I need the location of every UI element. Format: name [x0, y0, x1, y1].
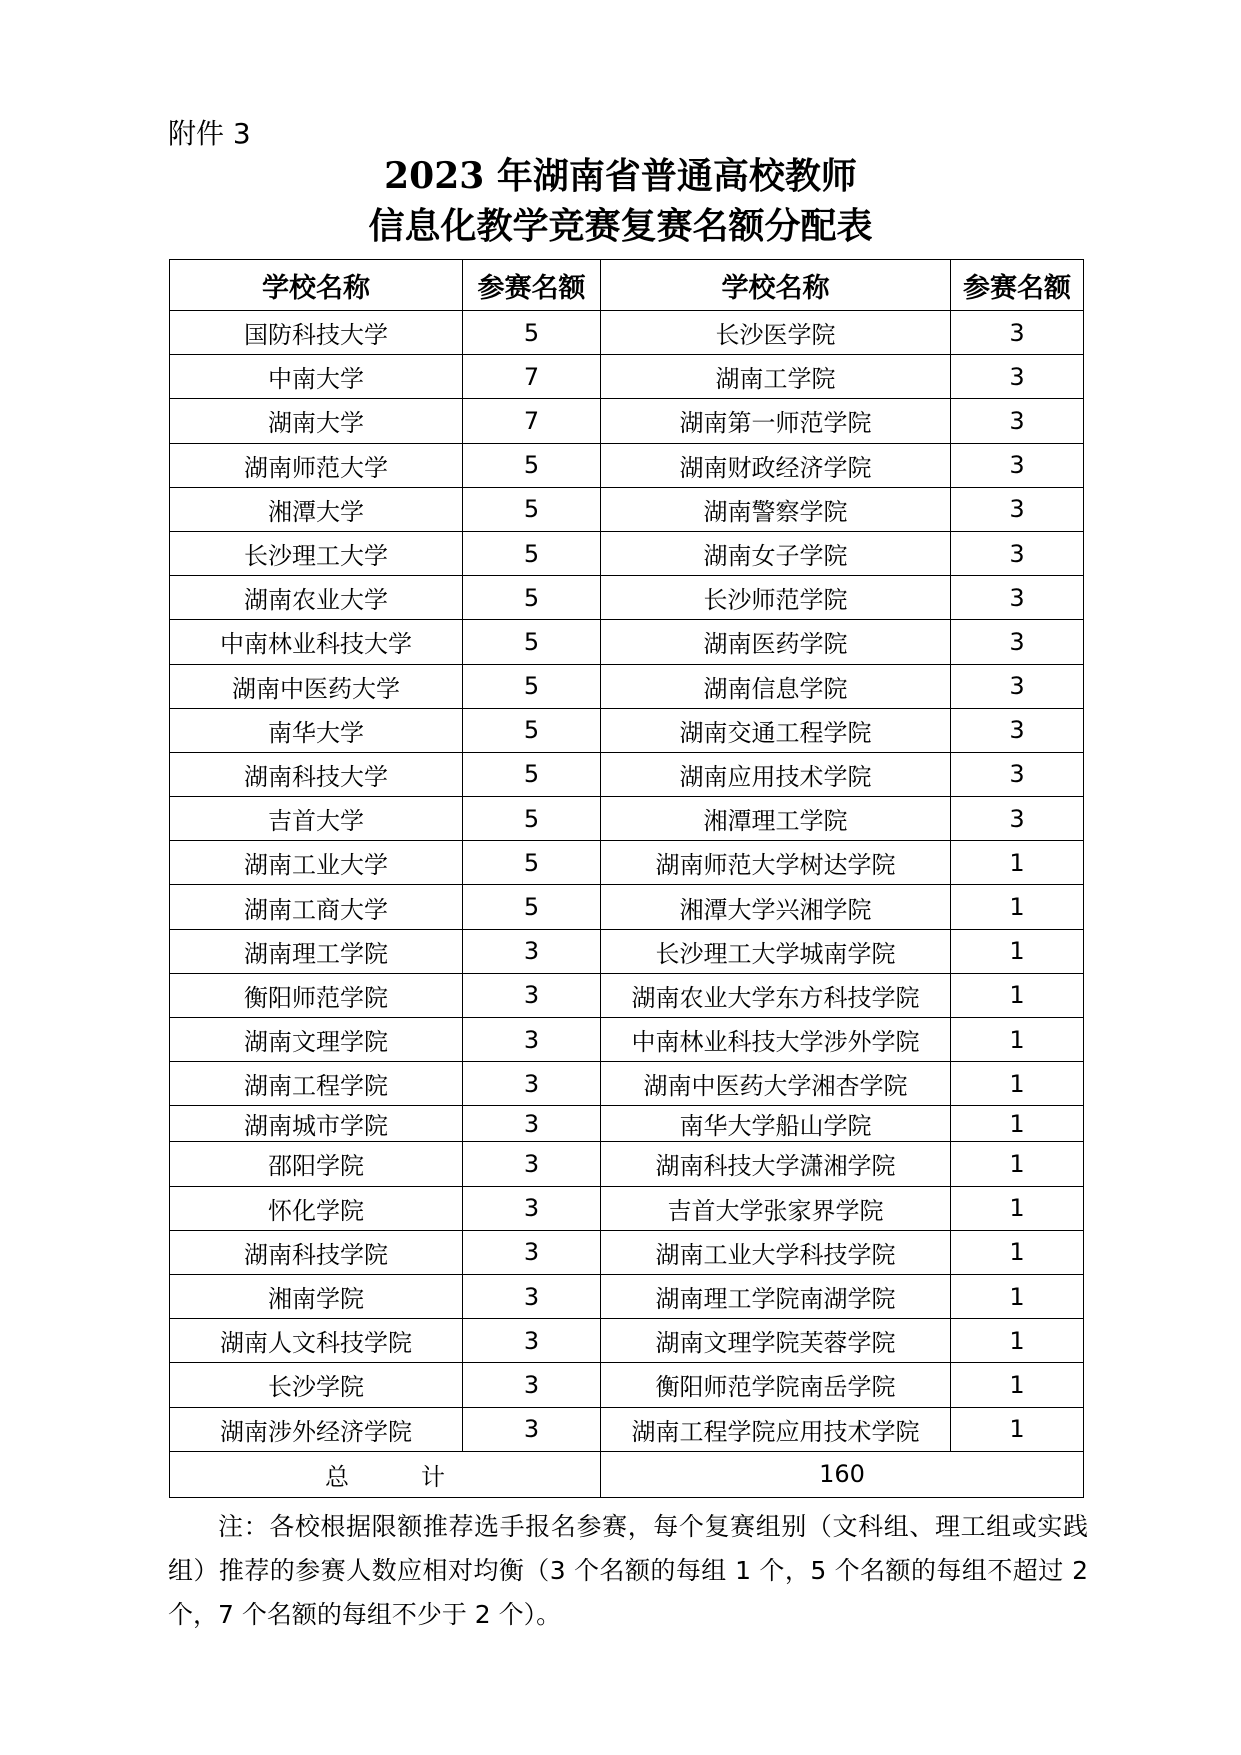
document-title-line2: 信息化教学竞赛复赛名额分配表	[368, 205, 873, 247]
quota-left: 5	[463, 797, 601, 841]
school-name-right: 湖南女子学院	[601, 531, 951, 575]
school-name-left: 湖南工程学院	[170, 1062, 463, 1106]
quota-right: 1	[951, 1062, 1084, 1106]
table-row	[170, 531, 1084, 575]
quota-right: 1	[951, 841, 1084, 885]
quota-right: 3	[951, 620, 1084, 664]
school-name-right: 长沙师范学院	[601, 576, 951, 620]
table-row	[170, 1018, 1084, 1062]
quota-left: 5	[463, 664, 601, 708]
quota-right: 3	[951, 708, 1084, 752]
table-row	[170, 1274, 1084, 1318]
table-row	[170, 973, 1084, 1017]
table-header-row	[170, 260, 1084, 311]
school-name-right: 湖南财政经济学院	[601, 443, 951, 487]
quota-right: 1	[951, 1274, 1084, 1318]
quota-right: 1	[951, 1407, 1084, 1451]
table-row	[170, 620, 1084, 664]
school-name-right: 湖南理工学院南湖学院	[601, 1274, 951, 1318]
quota-left: 5	[463, 443, 601, 487]
quota-right: 1	[951, 1142, 1084, 1186]
school-name-left: 湖南人文科技学院	[170, 1319, 463, 1363]
quota-left: 3	[463, 1274, 601, 1318]
school-name-left: 湖南大学	[170, 399, 463, 443]
school-name-right: 湖南科技大学潇湘学院	[601, 1142, 951, 1186]
table-row	[170, 885, 1084, 929]
table-row	[170, 752, 1084, 796]
quota-left: 3	[463, 1106, 601, 1142]
school-name-left: 湘南学院	[170, 1274, 463, 1318]
school-name-left: 南华大学	[170, 708, 463, 752]
school-name-right: 湖南警察学院	[601, 487, 951, 531]
quota-right: 3	[951, 664, 1084, 708]
quota-left: 5	[463, 576, 601, 620]
quota-left: 5	[463, 620, 601, 664]
school-name-left: 湖南涉外经济学院	[170, 1407, 463, 1451]
school-name-right: 南华大学船山学院	[601, 1106, 951, 1142]
quota-right: 1	[951, 1363, 1084, 1407]
table-row	[170, 487, 1084, 531]
table-row	[170, 1363, 1084, 1407]
school-name-right: 湖南第一师范学院	[601, 399, 951, 443]
table-row	[170, 443, 1084, 487]
school-name-right: 湖南交通工程学院	[601, 708, 951, 752]
school-name-left: 长沙学院	[170, 1363, 463, 1407]
quota-left: 3	[463, 1230, 601, 1274]
quota-right: 1	[951, 1106, 1084, 1142]
table-row	[170, 1407, 1084, 1451]
school-name-right: 湖南工程学院应用技术学院	[601, 1407, 951, 1451]
document-title-line1: 2023 年湖南省普通高校教师	[384, 155, 857, 197]
school-name-left: 中南林业科技大学	[170, 620, 463, 664]
school-name-right: 湖南农业大学东方科技学院	[601, 973, 951, 1017]
table-row	[170, 664, 1084, 708]
attachment-label: 附件 3	[168, 117, 251, 150]
school-name-left: 吉首大学	[170, 797, 463, 841]
school-name-left: 湖南城市学院	[170, 1106, 463, 1142]
school-name-left: 湖南科技学院	[170, 1230, 463, 1274]
quota-left: 5	[463, 841, 601, 885]
quota-left: 3	[463, 1142, 601, 1186]
school-name-left: 湖南理工学院	[170, 929, 463, 973]
school-name-right: 长沙医学院	[601, 311, 951, 355]
school-name-right: 长沙理工大学城南学院	[601, 929, 951, 973]
quota-right: 3	[951, 531, 1084, 575]
quota-left: 7	[463, 399, 601, 443]
quota-right: 1	[951, 1018, 1084, 1062]
school-name-left: 湖南工业大学	[170, 841, 463, 885]
table-row	[170, 797, 1084, 841]
school-name-right: 中南林业科技大学涉外学院	[601, 1018, 951, 1062]
quota-table	[169, 259, 1084, 1498]
quota-left: 5	[463, 752, 601, 796]
quota-table-body	[170, 311, 1084, 1452]
table-row	[170, 1319, 1084, 1363]
school-name-right: 湖南师范大学树达学院	[601, 841, 951, 885]
quota-left: 5	[463, 531, 601, 575]
table-row	[170, 1106, 1084, 1142]
school-name-right: 吉首大学张家界学院	[601, 1186, 951, 1230]
quota-left: 5	[463, 487, 601, 531]
header-school-name-right: 学校名称	[601, 260, 951, 311]
quota-right: 1	[951, 1186, 1084, 1230]
school-name-right: 衡阳师范学院南岳学院	[601, 1363, 951, 1407]
quota-left: 3	[463, 1363, 601, 1407]
school-name-left: 湘潭大学	[170, 487, 463, 531]
quota-right: 3	[951, 576, 1084, 620]
table-row	[170, 841, 1084, 885]
quota-right: 1	[951, 1319, 1084, 1363]
school-name-right: 湖南工业大学科技学院	[601, 1230, 951, 1274]
school-name-left: 邵阳学院	[170, 1142, 463, 1186]
quota-left: 3	[463, 929, 601, 973]
quota-right: 3	[951, 752, 1084, 796]
header-quota-left: 参赛名额	[463, 260, 601, 311]
school-name-left: 湖南文理学院	[170, 1018, 463, 1062]
quota-right: 3	[951, 399, 1084, 443]
table-row	[170, 929, 1084, 973]
school-name-right: 湖南信息学院	[601, 664, 951, 708]
quota-left: 3	[463, 1186, 601, 1230]
school-name-left: 湖南工商大学	[170, 885, 463, 929]
school-name-right: 湖南医药学院	[601, 620, 951, 664]
school-name-left: 湖南中医药大学	[170, 664, 463, 708]
quota-right: 3	[951, 443, 1084, 487]
quota-left: 3	[463, 973, 601, 1017]
table-row	[170, 1186, 1084, 1230]
header-school-name-left: 学校名称	[170, 260, 463, 311]
total-row	[170, 1451, 1084, 1497]
table-row	[170, 399, 1084, 443]
school-name-left: 衡阳师范学院	[170, 973, 463, 1017]
school-name-left: 湖南师范大学	[170, 443, 463, 487]
total-label: 总 计	[170, 1451, 601, 1497]
quota-left: 3	[463, 1407, 601, 1451]
school-name-right: 湖南中医药大学湘杏学院	[601, 1062, 951, 1106]
quota-left: 5	[463, 708, 601, 752]
quota-left: 3	[463, 1319, 601, 1363]
school-name-left: 长沙理工大学	[170, 531, 463, 575]
school-name-right: 湖南文理学院芙蓉学院	[601, 1319, 951, 1363]
quota-right: 1	[951, 929, 1084, 973]
table-row	[170, 708, 1084, 752]
school-name-right: 湘潭理工学院	[601, 797, 951, 841]
table-row	[170, 1230, 1084, 1274]
table-row	[170, 1142, 1084, 1186]
school-name-left: 湖南科技大学	[170, 752, 463, 796]
quota-right: 3	[951, 487, 1084, 531]
school-name-left: 湖南农业大学	[170, 576, 463, 620]
school-name-right: 湖南工学院	[601, 355, 951, 399]
quota-right: 3	[951, 797, 1084, 841]
quota-left: 3	[463, 1018, 601, 1062]
quota-right: 1	[951, 885, 1084, 929]
total-value: 160	[601, 1451, 1084, 1497]
school-name-right: 湖南应用技术学院	[601, 752, 951, 796]
quota-right: 3	[951, 355, 1084, 399]
header-quota-right: 参赛名额	[951, 260, 1084, 311]
quota-right: 3	[951, 311, 1084, 355]
school-name-left: 怀化学院	[170, 1186, 463, 1230]
table-row	[170, 1062, 1084, 1106]
quota-right: 1	[951, 1230, 1084, 1274]
table-row	[170, 576, 1084, 620]
quota-left: 5	[463, 311, 601, 355]
school-name-left: 中南大学	[170, 355, 463, 399]
table-row	[170, 355, 1084, 399]
quota-left: 5	[463, 885, 601, 929]
school-name-left: 国防科技大学	[170, 311, 463, 355]
table-row	[170, 311, 1084, 355]
school-name-right: 湘潭大学兴湘学院	[601, 885, 951, 929]
footnote: 注：各校根据限额推荐选手报名参赛，每个复赛组别（文科组、理工组或实践组）推荐的参赛人数应相对均衡（3 个名额的每组 1 个，5 个名额的每组不超过 2 个，7 个名额的每组不少于 2 个）。	[168, 1512, 1088, 1629]
quota-left: 7	[463, 355, 601, 399]
quota-right: 1	[951, 973, 1084, 1017]
quota-left: 3	[463, 1062, 601, 1106]
